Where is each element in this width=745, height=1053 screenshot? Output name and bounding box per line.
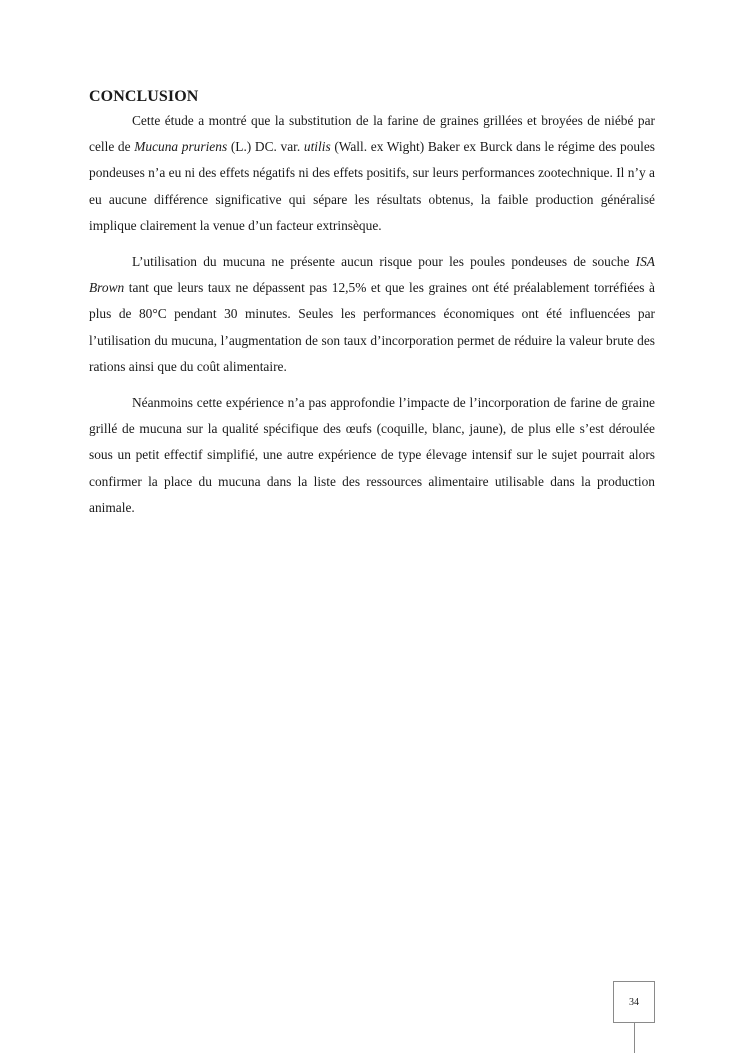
paragraph-1	[89, 108, 655, 239]
paragraph-1-text-2: (L.) DC. var.	[227, 139, 304, 155]
section-heading: CONCLUSION	[89, 88, 199, 105]
variety-name: utilis	[303, 139, 331, 155]
page-number-line	[634, 1023, 635, 1053]
species-name: Mucuna pruriens	[134, 139, 228, 155]
paragraph-1-text-3: (Wall. ex Wight) Baker ex Burck dans le régime des poules pondeuses n’a eu ni des effets négatifs ni des effets positifs, sur leurs performances zootechnique. Il n’y a eu aucune différence significative qui sépare les résultats obtenus, la faible production généralisé implique clairement la venue d’un facteur extrinsèque.	[89, 139, 655, 233]
page-number-box	[613, 981, 655, 1023]
strain-name: ISA Brown	[89, 254, 655, 296]
page-number: 34	[629, 996, 639, 1008]
paragraph-2	[89, 249, 655, 380]
paragraph-3: Néanmoins cette expérience n’a pas approfondie l’impacte de l’incorporation de farine de graine grillé de mucuna sur la qualité spécifique des œufs (coquille, blanc, jaune), de plus elle s’est déroulée sous un petit effectif simplifié, une autre expérience de type élevage intensif sur le sujet pourrait alors confirmer la place du mucuna dans la liste des ressources alimentaire utilisable dans la production animale.	[89, 395, 655, 515]
paragraph-2-text-1: L’utilisation du mucuna ne présente aucun risque pour les poules pondeuses de souche	[132, 254, 636, 270]
document-body	[89, 86, 655, 521]
paragraph-2-text-2: tant que leurs taux ne dépassent pas 12,5% et que les graines ont été préalablement torréfiées à plus de 80°C pendant 30 minutes. Seules les performances économiques ont été influencées par l’utilisation du mucuna, l’augmentation de son taux d’incorporation permet de réduire la valeur brute des rations ainsi que du coût alimentaire.	[89, 280, 655, 374]
paragraph-1-text-1: Cette étude a montré que la substitution de la farine de graines grillées et broyées de niébé par celle de	[89, 113, 655, 155]
